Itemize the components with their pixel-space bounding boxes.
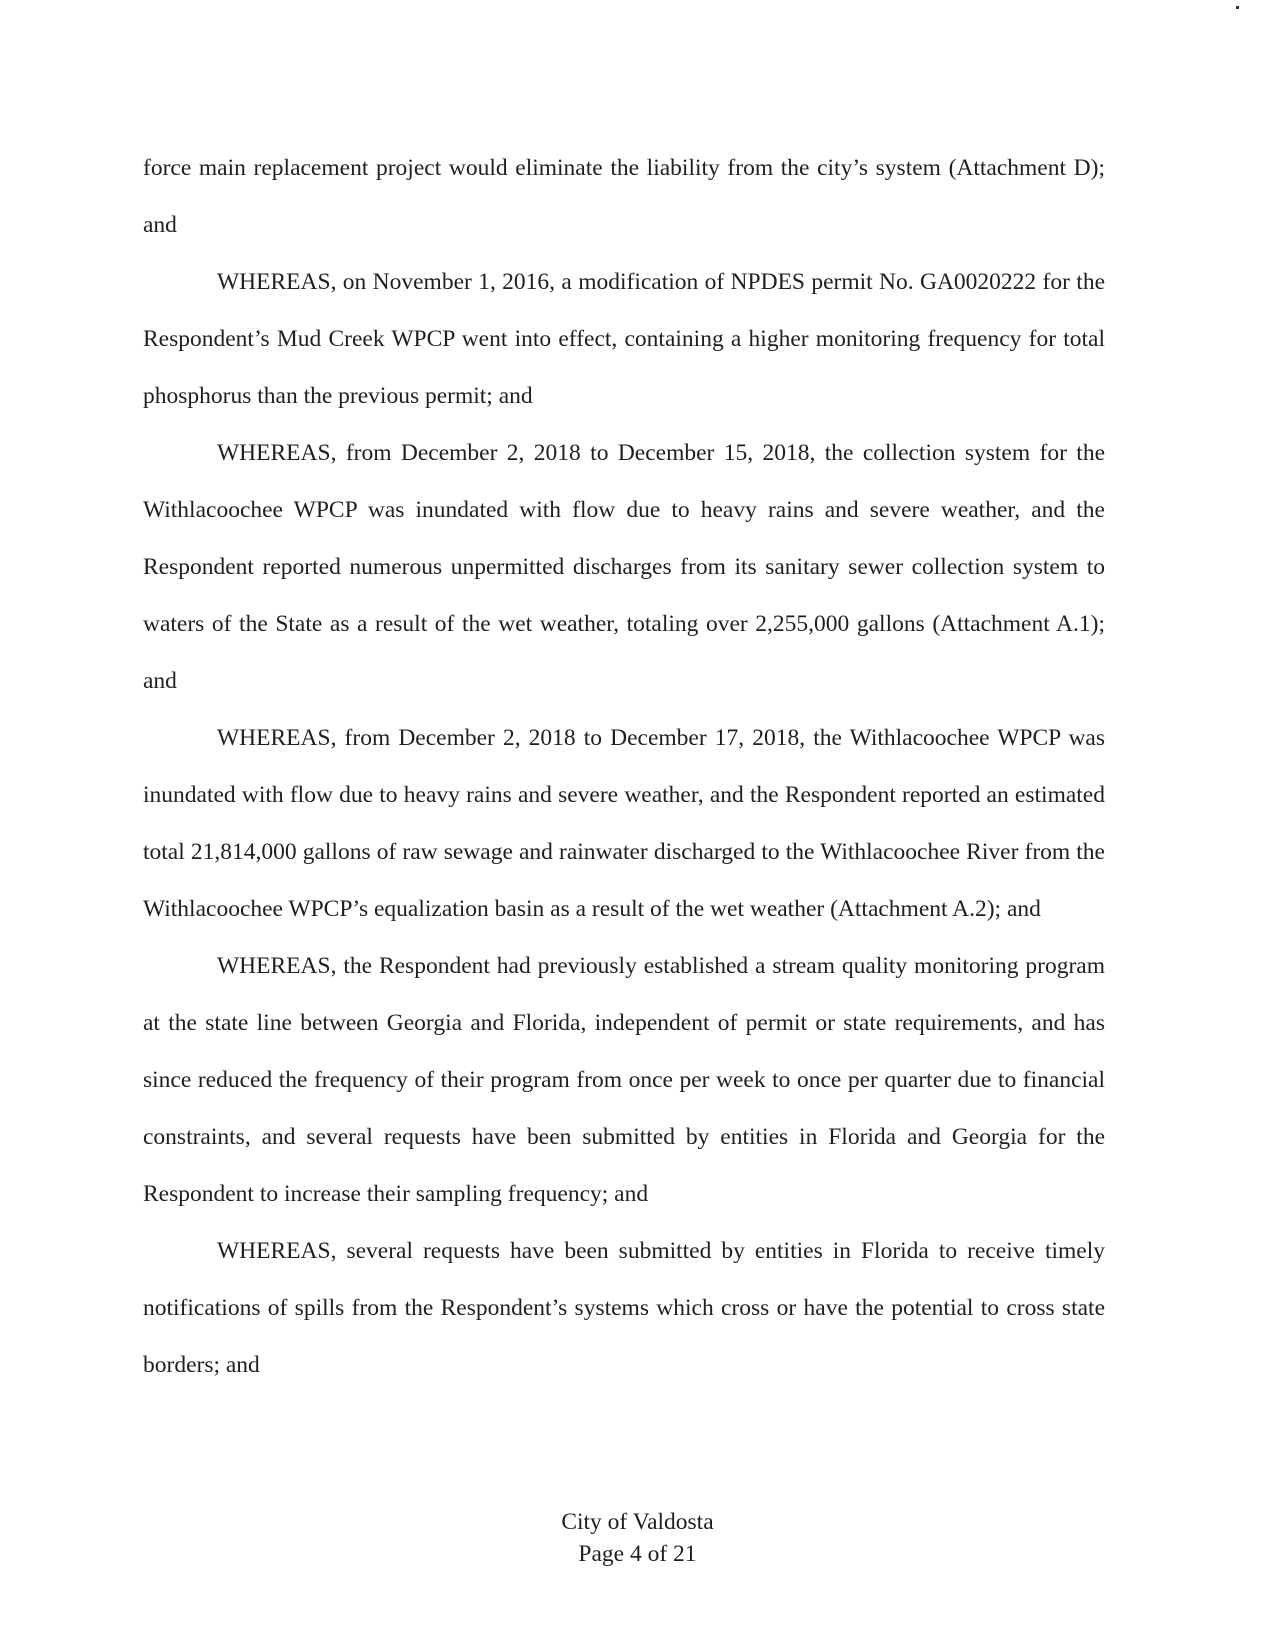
- paragraph-npdes-modification: WHEREAS, on November 1, 2016, a modification of NPDES permit No. GA0020222 for the Respondent’s Mud Creek WPCP went into effect, containing a higher monitoring frequency for total phosphorus than the previous permit; and: [143, 269, 1105, 409]
- paragraph-spill-notifications: WHEREAS, several requests have been submitted by entities in Florida to receive timely notifications of spills from the Respondent’s systems which cross or have the potential to cross state borders; and: [143, 1238, 1105, 1378]
- page-footer: [0, 1506, 1275, 1570]
- scan-speck: [1236, 6, 1239, 9]
- footer-entity: City of Valdosta: [561, 1509, 714, 1535]
- paragraph-continuation: force main replacement project would eliminate the liability from the city’s system (Attachment D); and: [143, 155, 1105, 238]
- paragraph-collection-system-discharges: WHEREAS, from December 2, 2018 to December 15, 2018, the collection system for the Withlacoochee WPCP was inundated with flow due to heavy rains and severe weather, and the Respondent reported numerous unpermitted discharges from its sanitary sewer collection system to waters of the State as a result of the wet weather, totaling over 2,255,000 gallons (Attachment A.1); and: [143, 440, 1105, 694]
- paragraph-stream-monitoring: WHEREAS, the Respondent had previously established a stream quality monitoring program at the state line between Georgia and Florida, independent of permit or state requirements, and has since reduced the frequency of their program from once per week to once per quarter due to financial constraints, and several requests have been submitted by entities in Florida and Georgia for the Respondent to increase their sampling frequency; and: [143, 953, 1105, 1207]
- paragraph-equalization-basin-discharge: WHEREAS, from December 2, 2018 to December 17, 2018, the Withlacoochee WPCP was inundated with flow due to heavy rains and severe weather, and the Respondent reported an estimated total 21,814,000 gallons of raw sewage and rainwater discharged to the Withlacoochee River from the Withlacoochee WPCP’s equalization basin as a result of the wet weather (Attachment A.2); and: [143, 725, 1105, 922]
- page-number: Page 4 of 21: [578, 1541, 697, 1567]
- document-body: [143, 140, 1105, 1394]
